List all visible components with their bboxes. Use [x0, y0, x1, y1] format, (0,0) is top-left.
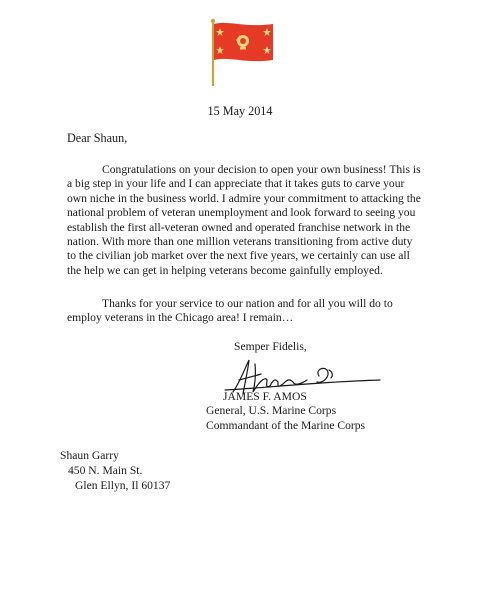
salutation: Dear Shaun, — [67, 131, 128, 145]
general-officer-flag-icon — [207, 16, 277, 88]
signer-title: Commandant of the Marine Corps — [206, 418, 366, 432]
signer-name: JAMES F. AMOS — [223, 390, 307, 403]
signer-rank: General, U.S. Marine Corps — [206, 404, 337, 418]
recipient-address — [60, 448, 170, 493]
letter-date: 15 May 2014 — [207, 104, 273, 118]
recipient-city: Glen Ellyn, Il 60137 — [75, 479, 171, 492]
recipient-name: Shaun Garry — [60, 449, 119, 462]
body-paragraph: Congratulations on your decision to open your own business! This is a big step in your life and I can appreciate that it takes guts to carve your own niche in the business world. I admire your commitment to attacking the national problem of veteran unemployment and look forward to seeing you establish the first all-veteran owned and operated franchise network in the nation. With more than one million veterans transitioning from active duty to the civilian job market over the next five years, we certainly can use all the help we can get in helping veterans become gainfully employed. — [67, 163, 421, 277]
recipient-street: 450 N. Main St. — [68, 464, 143, 477]
closing: Semper Fidelis, — [234, 340, 307, 353]
body-paragraph: Thanks for your service to our nation and for all you will do to employ veterans in the Chicago area! I remain… — [67, 297, 393, 325]
signature-block — [206, 390, 365, 433]
